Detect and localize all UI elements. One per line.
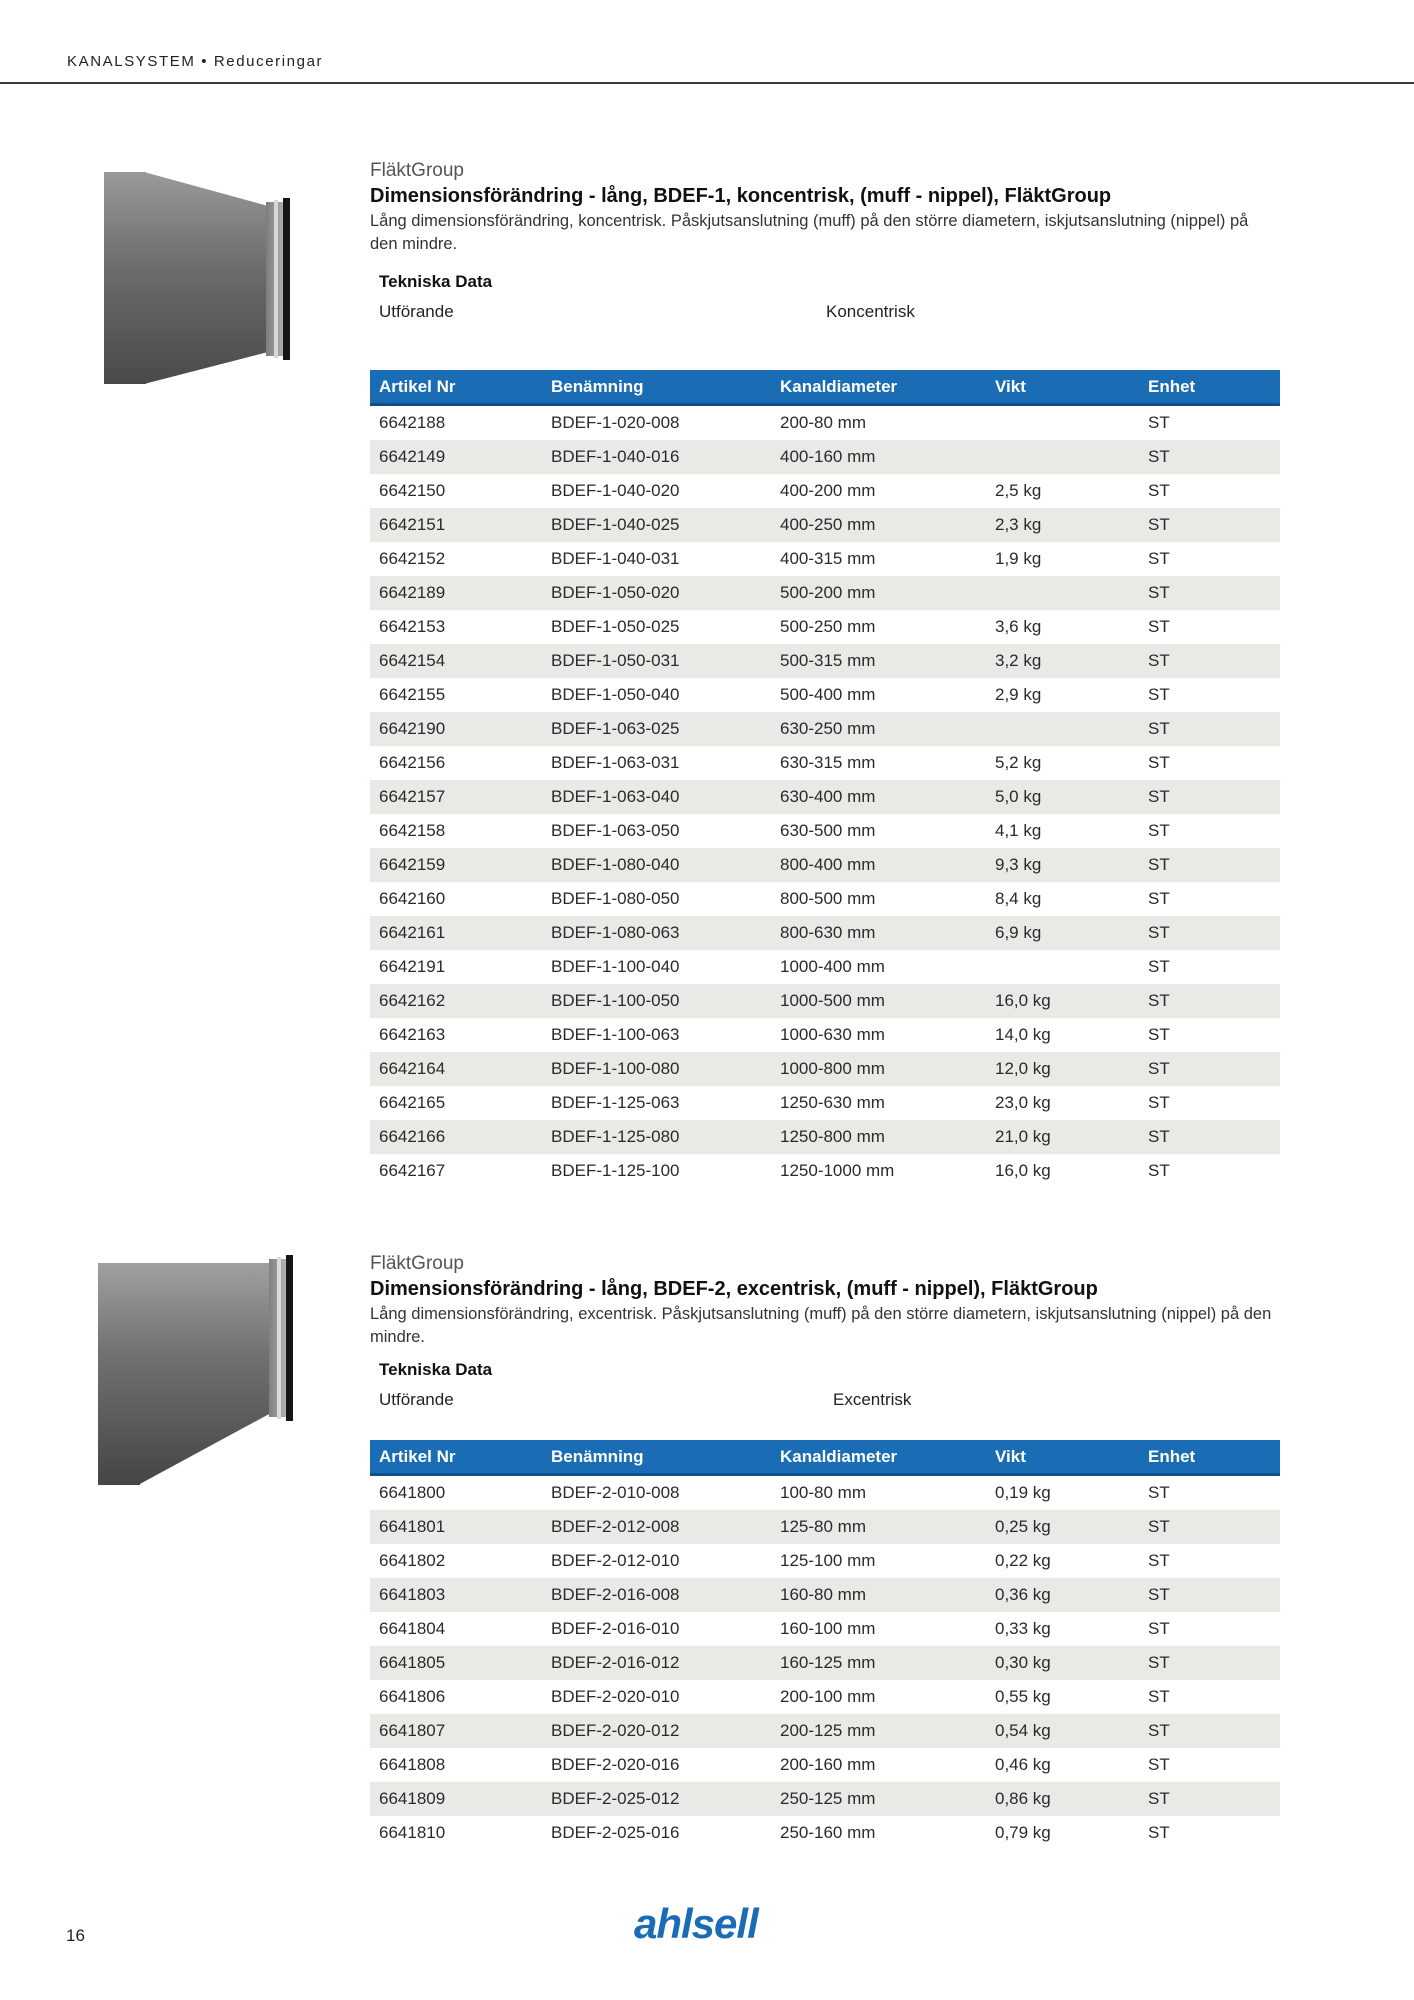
column-header: Vikt: [986, 1440, 1139, 1475]
article-number-cell: 6642153: [379, 617, 446, 636]
duct-diameter-cell: 200-80 mm: [780, 413, 866, 432]
duct-diameter-cell: 1250-800 mm: [771, 1120, 986, 1154]
weight-cell: 6,9 kg: [986, 916, 1139, 950]
technical-data: [379, 1360, 1279, 1416]
article-number-cell: 6641804: [379, 1619, 446, 1638]
unit-cell: ST: [1139, 848, 1280, 882]
weight-cell: [986, 405, 1139, 441]
article-number-cell: 6642160: [379, 889, 446, 908]
designation-cell: BDEF-2-016-008: [542, 1578, 771, 1612]
unit-cell: ST: [1139, 1052, 1280, 1086]
weight-cell: 1,9 kg: [995, 549, 1042, 568]
designation-cell: BDEF-1-100-080: [542, 1052, 771, 1086]
article-number-cell: 6642164: [370, 1052, 542, 1086]
unit-cell: ST: [1148, 1093, 1170, 1112]
designation-cell: BDEF-2-020-016: [551, 1755, 680, 1774]
article-number-cell: 6642149: [370, 440, 542, 474]
table-row: [370, 780, 1280, 814]
table-row: [370, 950, 1280, 984]
product-title: Dimensionsförändring - lång, BDEF-1, koncentrisk, (muff - nippel), FläktGroup: [370, 185, 1112, 207]
column-header: Kanaldiameter: [771, 370, 986, 405]
article-number-cell: 6641801: [370, 1510, 542, 1544]
article-number-cell: 6642159: [370, 848, 542, 882]
unit-cell: ST: [1148, 481, 1170, 500]
table-row: [370, 1578, 1280, 1612]
weight-cell: 8,4 kg: [995, 889, 1042, 908]
weight-cell: 23,0 kg: [995, 1093, 1051, 1112]
designation-cell: BDEF-1-080-063: [542, 916, 771, 950]
table-row: [370, 1475, 1280, 1511]
weight-cell: [986, 576, 1139, 610]
brand-name: FläktGroup: [370, 160, 464, 181]
table-header-row: [370, 1440, 1280, 1475]
breadcrumb: KANALSYSTEM • Reduceringar: [67, 53, 324, 70]
weight-cell: 2,3 kg: [986, 508, 1139, 542]
designation-cell: BDEF-1-050-020: [542, 576, 771, 610]
designation-cell: BDEF-1-125-100: [551, 1161, 680, 1180]
duct-diameter-cell: 200-160 mm: [780, 1755, 876, 1774]
designation-cell: BDEF-2-025-016: [551, 1823, 680, 1842]
article-number-cell: 6642191: [379, 957, 446, 976]
designation-cell: BDEF-1-063-040: [542, 780, 771, 814]
designation-cell: BDEF-1-040-025: [542, 508, 771, 542]
article-number-cell: 6642150: [379, 481, 446, 500]
duct-diameter-cell: 400-315 mm: [780, 549, 876, 568]
duct-diameter-cell: 1250-1000 mm: [780, 1161, 895, 1180]
table-row: [370, 1544, 1280, 1578]
unit-cell: ST: [1139, 1120, 1280, 1154]
duct-diameter-cell: 500-250 mm: [780, 617, 876, 636]
duct-diameter-cell: 800-400 mm: [771, 848, 986, 882]
unit-cell: ST: [1148, 1687, 1170, 1706]
product-info: [370, 160, 1280, 256]
table-row: [370, 984, 1280, 1018]
unit-cell: ST: [1148, 685, 1170, 704]
duct-diameter-cell: 1250-630 mm: [780, 1093, 885, 1112]
table-row: [370, 1748, 1280, 1782]
technical-data-value: Excentrisk: [833, 1390, 912, 1409]
table-row: [370, 542, 1280, 576]
weight-cell: [986, 712, 1139, 746]
duct-diameter-cell: 250-160 mm: [780, 1823, 876, 1842]
duct-diameter-cell: 250-125 mm: [771, 1782, 986, 1816]
weight-cell: 3,6 kg: [995, 617, 1042, 636]
duct-diameter-cell: 630-500 mm: [780, 821, 876, 840]
unit-cell: ST: [1139, 576, 1280, 610]
table-row: [370, 576, 1280, 610]
article-number-cell: 6641808: [379, 1755, 446, 1774]
unit-cell: ST: [1148, 1823, 1170, 1842]
unit-cell: ST: [1148, 889, 1170, 908]
technical-data: [379, 272, 1279, 328]
article-number-cell: 6642188: [379, 413, 446, 432]
table-row: [370, 610, 1280, 644]
technical-data-label: Utförande: [379, 302, 454, 321]
duct-diameter-cell: 1000-630 mm: [780, 1025, 885, 1044]
table-row: [370, 644, 1280, 678]
designation-cell: BDEF-2-012-010: [551, 1551, 680, 1570]
unit-cell: ST: [1148, 617, 1170, 636]
weight-cell: 21,0 kg: [986, 1120, 1139, 1154]
unit-cell: ST: [1139, 1714, 1280, 1748]
article-number-cell: 6642163: [379, 1025, 446, 1044]
weight-cell: [986, 950, 1139, 984]
duct-diameter-cell: 400-200 mm: [780, 481, 876, 500]
article-number-cell: 6642190: [370, 712, 542, 746]
designation-cell: BDEF-2-020-010: [551, 1687, 680, 1706]
weight-cell: 0,36 kg: [986, 1578, 1139, 1612]
article-number-cell: 6642155: [379, 685, 446, 704]
weight-cell: 0,86 kg: [986, 1782, 1139, 1816]
article-number-cell: 6641807: [370, 1714, 542, 1748]
table-row: [370, 1510, 1280, 1544]
brand-name: FläktGroup: [370, 1253, 464, 1274]
duct-diameter-cell: 1000-500 mm: [771, 984, 986, 1018]
ahlsell-logo: ahlsell: [634, 1900, 758, 1947]
weight-cell: 9,3 kg: [986, 848, 1139, 882]
weight-cell: 0,46 kg: [995, 1755, 1051, 1774]
column-header: Benämning: [542, 370, 771, 405]
designation-cell: BDEF-2-010-008: [551, 1483, 680, 1502]
unit-cell: ST: [1148, 1551, 1170, 1570]
unit-cell: ST: [1139, 508, 1280, 542]
duct-diameter-cell: 125-100 mm: [780, 1551, 876, 1570]
designation-cell: BDEF-1-050-025: [551, 617, 680, 636]
unit-cell: ST: [1139, 1510, 1280, 1544]
unit-cell: ST: [1139, 440, 1280, 474]
table-row: [370, 1052, 1280, 1086]
unit-cell: ST: [1148, 1161, 1170, 1180]
table-row: [370, 508, 1280, 542]
weight-cell: 0,79 kg: [995, 1823, 1051, 1842]
technical-data-label: Utförande: [379, 1390, 454, 1409]
column-header: Enhet: [1139, 370, 1280, 405]
technical-data-row: [379, 1390, 1279, 1416]
product-info: [370, 1253, 1280, 1349]
table-row: [370, 1782, 1280, 1816]
duct-diameter-cell: 630-250 mm: [771, 712, 986, 746]
weight-cell: 0,33 kg: [995, 1619, 1051, 1638]
designation-cell: BDEF-1-040-020: [551, 481, 680, 500]
article-number-cell: 6642161: [370, 916, 542, 950]
weight-cell: 16,0 kg: [986, 984, 1139, 1018]
table-row: [370, 1680, 1280, 1714]
designation-cell: BDEF-2-012-008: [542, 1510, 771, 1544]
weight-cell: 0,54 kg: [986, 1714, 1139, 1748]
duct-diameter-cell: 400-250 mm: [771, 508, 986, 542]
duct-diameter-cell: 800-500 mm: [780, 889, 876, 908]
weight-cell: 0,19 kg: [995, 1483, 1051, 1502]
designation-cell: BDEF-1-050-031: [542, 644, 771, 678]
duct-diameter-cell: 125-80 mm: [771, 1510, 986, 1544]
duct-diameter-cell: 160-80 mm: [771, 1578, 986, 1612]
table-row: [370, 440, 1280, 474]
designation-cell: BDEF-2-020-012: [542, 1714, 771, 1748]
article-number-cell: 6642165: [379, 1093, 446, 1112]
article-table: [370, 1440, 1280, 1850]
unit-cell: ST: [1148, 1483, 1170, 1502]
unit-cell: ST: [1148, 549, 1170, 568]
unit-cell: ST: [1139, 1578, 1280, 1612]
column-header: Artikel Nr: [370, 370, 542, 405]
designation-cell: BDEF-1-063-031: [551, 753, 680, 772]
unit-cell: ST: [1139, 1646, 1280, 1680]
table-header-row: [370, 370, 1280, 405]
article-number-cell: 6641805: [370, 1646, 542, 1680]
designation-cell: BDEF-1-080-040: [542, 848, 771, 882]
duct-diameter-cell: 630-315 mm: [780, 753, 876, 772]
designation-cell: BDEF-2-016-010: [551, 1619, 680, 1638]
column-header: Benämning: [542, 1440, 771, 1475]
article-table: [370, 370, 1280, 1188]
article-number-cell: 6642151: [370, 508, 542, 542]
article-number-cell: 6641806: [379, 1687, 446, 1706]
unit-cell: ST: [1148, 821, 1170, 840]
product-description: Lång dimensionsförändring, excentrisk. Påskjutsanslutning (muff) på den större diametern, iskjutsanslutning (nippel) på den mindre.: [370, 1305, 1272, 1346]
duct-diameter-cell: 400-160 mm: [771, 440, 986, 474]
designation-cell: BDEF-1-100-050: [542, 984, 771, 1018]
weight-cell: 0,55 kg: [995, 1687, 1051, 1706]
column-header: Kanaldiameter: [771, 1440, 986, 1475]
designation-cell: BDEF-1-100-040: [551, 957, 680, 976]
table-row: [370, 882, 1280, 916]
duct-diameter-cell: 160-125 mm: [771, 1646, 986, 1680]
weight-cell: 14,0 kg: [995, 1025, 1051, 1044]
unit-cell: ST: [1139, 916, 1280, 950]
table-row: [370, 916, 1280, 950]
article-number-cell: 6642158: [379, 821, 446, 840]
duct-diameter-cell: 1000-400 mm: [780, 957, 885, 976]
technical-data-row: [379, 302, 1279, 328]
article-number-cell: 6642152: [379, 549, 446, 568]
unit-cell: ST: [1139, 712, 1280, 746]
weight-cell: 2,9 kg: [995, 685, 1042, 704]
designation-cell: BDEF-1-040-031: [551, 549, 680, 568]
concentric-reducer-icon: [98, 168, 298, 390]
weight-cell: 0,30 kg: [986, 1646, 1139, 1680]
article-number-cell: 6642166: [370, 1120, 542, 1154]
table-row: [370, 678, 1280, 712]
unit-cell: ST: [1139, 644, 1280, 678]
table-row: [370, 848, 1280, 882]
unit-cell: ST: [1148, 957, 1170, 976]
duct-diameter-cell: 630-400 mm: [771, 780, 986, 814]
article-number-cell: 6641800: [379, 1483, 446, 1502]
duct-diameter-cell: 800-630 mm: [771, 916, 986, 950]
table-row: [370, 1086, 1280, 1120]
weight-cell: [986, 440, 1139, 474]
duct-diameter-cell: 500-315 mm: [771, 644, 986, 678]
technical-data-heading: Tekniska Data: [379, 272, 493, 291]
unit-cell: ST: [1148, 753, 1170, 772]
designation-cell: BDEF-2-016-012: [542, 1646, 771, 1680]
table-row: [370, 1154, 1280, 1188]
table-row: [370, 1120, 1280, 1154]
designation-cell: BDEF-1-125-063: [551, 1093, 680, 1112]
duct-diameter-cell: 200-125 mm: [771, 1714, 986, 1748]
weight-cell: 2,5 kg: [995, 481, 1042, 500]
column-header: Vikt: [986, 370, 1139, 405]
article-number-cell: 6642167: [379, 1161, 446, 1180]
table-row: [370, 1018, 1280, 1052]
table-row: [370, 746, 1280, 780]
unit-cell: ST: [1148, 1619, 1170, 1638]
duct-diameter-cell: 1000-800 mm: [771, 1052, 986, 1086]
product-title: Dimensionsförändring - lång, BDEF-2, excentrisk, (muff - nippel), FläktGroup: [370, 1278, 1098, 1300]
unit-cell: ST: [1148, 1755, 1170, 1774]
duct-diameter-cell: 500-200 mm: [771, 576, 986, 610]
technical-data-heading: Tekniska Data: [379, 1360, 493, 1379]
article-number-cell: 6642157: [370, 780, 542, 814]
table-row: [370, 1646, 1280, 1680]
table-row: [370, 1816, 1280, 1850]
column-header: Artikel Nr: [370, 1440, 542, 1475]
article-number-cell: 6642162: [370, 984, 542, 1018]
article-number-cell: 6642156: [379, 753, 446, 772]
unit-cell: ST: [1148, 1025, 1170, 1044]
designation-cell: BDEF-1-020-008: [551, 413, 680, 432]
unit-cell: ST: [1139, 780, 1280, 814]
weight-cell: 3,2 kg: [986, 644, 1139, 678]
designation-cell: BDEF-1-063-025: [542, 712, 771, 746]
duct-diameter-cell: 500-400 mm: [780, 685, 876, 704]
designation-cell: BDEF-1-100-063: [551, 1025, 680, 1044]
weight-cell: 12,0 kg: [986, 1052, 1139, 1086]
page-header: [0, 0, 1414, 84]
eccentric-reducer-icon: [95, 1253, 300, 1488]
designation-cell: BDEF-1-063-050: [551, 821, 680, 840]
article-number-cell: 6641810: [379, 1823, 446, 1842]
weight-cell: 4,1 kg: [995, 821, 1042, 840]
designation-cell: BDEF-1-080-050: [551, 889, 680, 908]
article-number-cell: 6641803: [370, 1578, 542, 1612]
unit-cell: ST: [1139, 984, 1280, 1018]
unit-cell: ST: [1139, 1782, 1280, 1816]
duct-diameter-cell: 160-100 mm: [780, 1619, 876, 1638]
table-row: [370, 1612, 1280, 1646]
weight-cell: 16,0 kg: [995, 1161, 1051, 1180]
designation-cell: BDEF-1-125-080: [542, 1120, 771, 1154]
table-row: [370, 474, 1280, 508]
technical-data-value: Koncentrisk: [826, 302, 915, 321]
weight-cell: 0,22 kg: [995, 1551, 1051, 1570]
product-description: Lång dimensionsförändring, koncentrisk. Påskjutsanslutning (muff) på den större diametern, iskjutsanslutning (nippel) på den mindre.: [370, 212, 1249, 253]
designation-cell: BDEF-1-050-040: [551, 685, 680, 704]
table-row: [370, 405, 1280, 441]
article-number-cell: 6642189: [370, 576, 542, 610]
weight-cell: 0,25 kg: [986, 1510, 1139, 1544]
duct-diameter-cell: 200-100 mm: [780, 1687, 876, 1706]
column-header: Enhet: [1139, 1440, 1280, 1475]
article-number-cell: 6642154: [370, 644, 542, 678]
duct-diameter-cell: 100-80 mm: [780, 1483, 866, 1502]
unit-cell: ST: [1148, 413, 1170, 432]
weight-cell: 5,0 kg: [986, 780, 1139, 814]
page-number: 16: [66, 1926, 85, 1945]
table-row: [370, 1714, 1280, 1748]
designation-cell: BDEF-2-025-012: [542, 1782, 771, 1816]
weight-cell: 5,2 kg: [995, 753, 1042, 772]
article-number-cell: 6641802: [379, 1551, 446, 1570]
table-row: [370, 814, 1280, 848]
designation-cell: BDEF-1-040-016: [542, 440, 771, 474]
table-row: [370, 712, 1280, 746]
article-number-cell: 6641809: [370, 1782, 542, 1816]
